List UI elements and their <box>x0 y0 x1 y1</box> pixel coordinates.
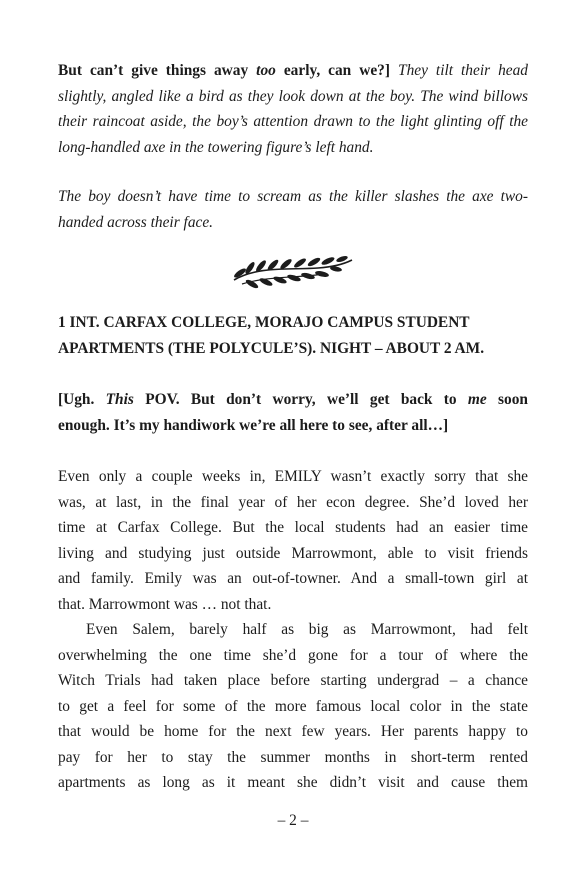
scream-paragraph <box>58 184 528 235</box>
scene-heading-line-1: 1 INT. CARFAX COLLEGE, MORAJO CAMPUS STUDENT <box>58 314 470 331</box>
emphasis-this: This <box>105 391 134 408</box>
scream-line-2: handed across their face. <box>58 213 214 231</box>
aside-line-1 <box>58 387 528 413</box>
body-text <box>58 464 528 796</box>
emphasis-too: too <box>256 62 276 79</box>
body-line: was, at last, in the final year of her econ degree. She’d loved her <box>58 493 528 511</box>
opening-line-1 <box>58 58 528 84</box>
laurel-branch-icon <box>228 254 356 292</box>
aside-text-b: POV. But don’t worry, we’ll get back to <box>133 391 468 408</box>
body-line: living and studying just outside Marrowmont, able to visit friends <box>58 544 528 562</box>
body-line: and family. Emily was an out-of-towner. And a small-town girl at <box>58 570 528 587</box>
body-line: pay for her to stay the summer months in short-term rented <box>58 748 528 766</box>
dialogue-bold-end: early, can we?] <box>275 62 391 79</box>
body-line: to get a feel for some of the more famous local color in the state <box>58 697 528 715</box>
body-line: that. Marrowmont was … not that. <box>58 595 272 613</box>
scream-line-1: The boy doesn’t have time to scream as the killer slashes the axe two- <box>58 188 528 205</box>
aside-text-c: soon <box>486 391 528 408</box>
aside-line-2: enough. It’s my handiwork we’re all here to see, after all…] <box>58 416 449 434</box>
body-line: Even only a couple weeks in, EMILY wasn’t exactly sorry that she <box>58 468 528 485</box>
narrator-aside <box>58 387 528 438</box>
opening-paragraph <box>58 58 528 160</box>
body-line: time at Carfax College. But the local students had an easier time <box>58 519 528 536</box>
page-number: – 2 – <box>277 812 309 829</box>
opening-line-4: long-handled axe in the towering figure’s left hand. <box>58 138 374 156</box>
body-line: that would be home for the next few years. Her parents happy to <box>58 723 528 740</box>
aside-text-a: [Ugh. <box>58 391 106 408</box>
dialogue-bold-start: But can’t give things away <box>58 62 257 79</box>
action-text-start: They tilt their head <box>390 62 528 79</box>
body-line: overwhelming the one time she’d gone for a tour of where the <box>58 646 528 664</box>
opening-line-2: slightly, angled like a bird as they look down at the boy. The wind billows <box>58 87 528 105</box>
body-line: Witch Trials had taken place before starting undergrad – a chance <box>58 672 528 689</box>
body-line: apartments as long as it meant she didn’t visit and cause them <box>58 774 528 791</box>
emphasis-me: me <box>467 391 487 408</box>
body-line: Even Salem, barely half as big as Marrowmont, had felt <box>86 621 528 638</box>
opening-line-3: their raincoat aside, the boy’s attention drawn to the light glinting off the <box>58 113 528 130</box>
scene-heading-line-2: APARTMENTS (THE POLYCULE’S). NIGHT – ABOUT 2 AM. <box>58 339 485 357</box>
scene-heading <box>58 310 528 361</box>
